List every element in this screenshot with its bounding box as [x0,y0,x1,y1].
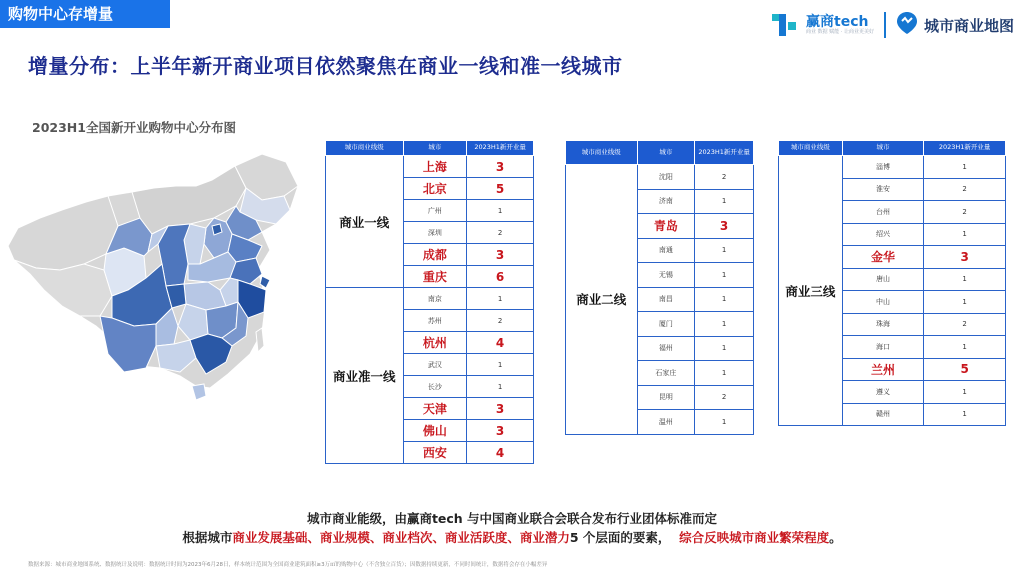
city-cell: 武汉 [403,354,467,376]
count-cell: 2 [695,165,754,190]
count-cell: 1 [924,291,1006,314]
count-cell: 1 [695,238,754,263]
table-tier-3 [778,140,1006,426]
count-cell: 1 [924,381,1006,404]
map-pin-icon [896,11,918,39]
map-region-yunnan [100,316,156,372]
count-cell: 2 [924,178,1006,201]
count-cell: 1 [695,263,754,288]
city-cell: 温州 [637,410,695,435]
city-cell: 中山 [842,291,924,314]
count-cell: 4 [467,332,534,354]
city-cell: 福州 [637,336,695,361]
count-cell: 2 [467,310,534,332]
data-source-note: 数据来源：城市商业地图系统、数据统计及说明：数据统计时间为2023年6月28日，样本统计范围为全国商业建筑面积≥3万㎡的购物中心（不含独立百货）；因数据持续更新，不同时间统计，数据将会存在小幅差异 [28,562,548,568]
city-cell: 唐山 [842,268,924,291]
city-cell: 金华 [842,246,924,269]
city-cell: 北京 [403,178,467,200]
header-tier: 城市商业线级 [326,141,404,156]
count-cell: 1 [695,410,754,435]
map-region-taiwan [256,328,264,352]
count-cell: 1 [695,312,754,337]
city-cell: 绍兴 [842,223,924,246]
count-cell: 3 [467,420,534,442]
city-cell: 遵义 [842,381,924,404]
count-cell: 1 [924,336,1006,359]
footer-line-2 [0,528,1024,546]
header-tier: 城市商业线级 [779,141,843,156]
map-region-hainan [192,384,206,400]
count-cell: 2 [467,222,534,244]
city-cell: 珠海 [842,313,924,336]
table-tier-1 [325,140,534,464]
count-cell: 2 [924,313,1006,336]
city-cell: 无锡 [637,263,695,288]
header-count: 2023H1新开业量 [467,141,534,156]
footer-prefix: 根据城市 [182,530,233,545]
tier-label: 商业准一线 [326,288,404,464]
count-cell: 1 [695,336,754,361]
city-cell: 淄博 [842,156,924,179]
brand-logo-icon [770,10,800,40]
header-tier: 城市商业线级 [566,141,638,165]
footer-mid: 5 个层面的要素， [569,530,671,545]
table-row [566,165,754,190]
footer-highlight-2: 综合反映城市商业繁荣程度 [679,530,830,545]
header-count: 2023H1新开业量 [695,141,754,165]
city-cell: 南京 [403,288,467,310]
city-cell: 重庆 [403,266,467,288]
city-cell: 石家庄 [637,361,695,386]
city-cell: 西安 [403,442,467,464]
brand-slogan: 商业 数据 赋能 · 让商业更美好 [806,29,874,35]
city-cell: 佛山 [403,420,467,442]
count-cell: 5 [924,358,1006,381]
city-cell: 台州 [842,201,924,224]
count-cell: 6 [467,266,534,288]
brand-text-block [806,15,874,35]
header-count: 2023H1新开业量 [924,141,1006,156]
city-cell: 苏州 [403,310,467,332]
city-cell: 青岛 [637,214,695,239]
count-cell: 1 [924,223,1006,246]
count-cell: 1 [924,156,1006,179]
china-distribution-map [0,140,310,430]
count-cell: 5 [467,178,534,200]
city-cell: 广州 [403,200,467,222]
page-headline: 增量分布：上半年新开商业项目依然聚焦在商业一线和准一线城市 [28,54,623,78]
city-cell: 天津 [403,398,467,420]
table-row [326,288,534,310]
footer-end: 。 [829,530,842,545]
logo-area [770,8,1014,42]
city-cell: 厦门 [637,312,695,337]
city-cell: 上海 [403,156,467,178]
footer-line-1: 城市商业能级，由赢商tech 与中国商业联合会联合发布行业团体标准而定 [306,511,718,526]
table-tier-2 [565,140,754,435]
header-city: 城市 [842,141,924,156]
count-cell: 1 [924,403,1006,426]
logo-divider [884,12,886,38]
footer-highlight: 商业发展基础、商业规模、商业档次、商业活跃度、商业潜力 [232,530,570,545]
count-cell: 2 [695,385,754,410]
tier-label: 商业二线 [566,165,638,435]
partner-name: 城市商业地图 [923,16,1014,35]
tier-label: 商业三线 [779,156,843,426]
count-cell: 1 [924,268,1006,291]
count-cell: 3 [467,398,534,420]
city-cell: 兰州 [842,358,924,381]
count-cell: 3 [467,156,534,178]
count-cell: 2 [924,201,1006,224]
city-cell: 南通 [637,238,695,263]
city-cell: 淮安 [842,178,924,201]
brand-name: 赢商tech [806,14,869,30]
count-cell: 1 [695,287,754,312]
city-cell: 深圳 [403,222,467,244]
city-cell: 赣州 [842,403,924,426]
city-cell: 沈阳 [637,165,695,190]
count-cell: 1 [695,189,754,214]
count-cell: 1 [467,376,534,398]
city-cell: 昆明 [637,385,695,410]
section-tag: 购物中心存增量 [0,0,170,28]
count-cell: 4 [467,442,534,464]
count-cell: 3 [695,214,754,239]
city-cell: 海口 [842,336,924,359]
count-cell: 1 [467,354,534,376]
table-row [326,156,534,178]
table-row [779,156,1006,179]
city-cell: 南昌 [637,287,695,312]
city-cell: 成都 [403,244,467,266]
tier-label: 商业一线 [326,156,404,288]
header-city: 城市 [637,141,695,165]
city-cell: 杭州 [403,332,467,354]
count-cell: 1 [467,288,534,310]
city-cell: 济南 [637,189,695,214]
header-city: 城市 [403,141,467,156]
map-title: 2023H1全国新开业购物中心分布图 [32,120,236,135]
count-cell: 1 [695,361,754,386]
count-cell: 3 [467,244,534,266]
city-cell: 长沙 [403,376,467,398]
count-cell: 3 [924,246,1006,269]
count-cell: 1 [467,200,534,222]
